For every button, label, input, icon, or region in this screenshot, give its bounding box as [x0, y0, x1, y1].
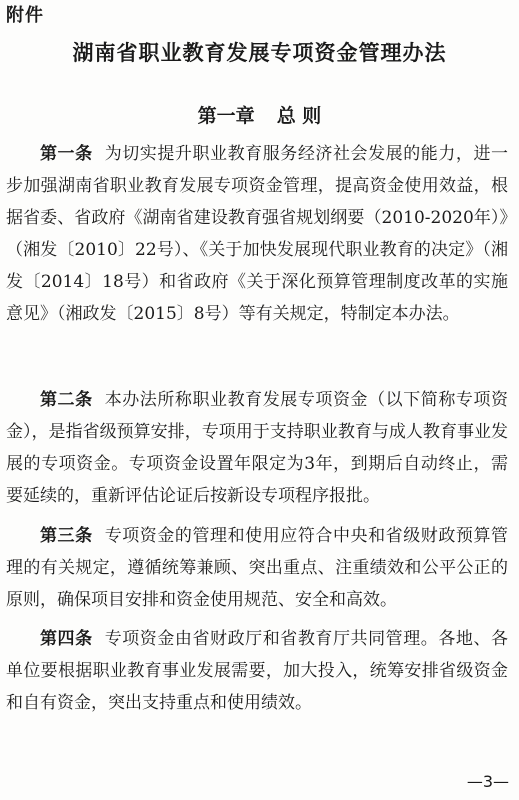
page-number: —3—	[466, 772, 509, 791]
article-4-label: 第四条	[40, 629, 93, 649]
article-1-text: 为切实提升职业教育服务经济社会发展的能力，进一步加强湖南省职业教育发展专项资金管理，提高资金使用效益，根据省委、省政府《湖南省建设教育强省规划纲要（2010-2020年）》（湘发〔2010〕22号）、《关于加快发展现代职业教育的决定》（湘发〔2014〕18号）和省政府《关于深化预算管理制度改革的实施意见》（湘政发〔2015〕8号）等有关规定，特制定本办法。	[6, 144, 509, 324]
article-4-text: 专项资金由省财政厅和省教育厅共同管理。各地、各单位要根据职业教育事业发展需要，加大投入，统筹安排省级资金和自有资金，突出支持重点和使用绩效。	[6, 629, 509, 713]
article-2	[6, 384, 508, 512]
article-1	[6, 138, 508, 330]
article-3-label: 第三条	[40, 526, 93, 546]
article-1-label: 第一条	[40, 144, 93, 164]
chapter-title: 总 则	[276, 105, 322, 127]
attachment-label: 附件	[6, 5, 44, 26]
article-3	[6, 520, 508, 616]
article-4	[6, 623, 508, 719]
chapter-number: 第一章	[197, 105, 255, 127]
chapter-heading	[0, 102, 519, 130]
article-2-label: 第二条	[40, 390, 93, 410]
article-3-text: 专项资金的管理和使用应符合中央和省级财政预算管理的有关规定，遵循统筹兼顾、突出重点、注重绩效和公平公正的原则，确保项目安排和资金使用规范、安全和高效。	[6, 526, 509, 610]
article-2-text: 本办法所称职业教育发展专项资金（以下简称专项资金），是指省级预算安排，专项用于支持职业教育与成人教育事业发展的专项资金。专项资金设置年限定为3年，到期后自动终止，需要延续的，重新评估论证后按新设专项程序报批。	[6, 390, 509, 506]
document-title: 湖南省职业教育发展专项资金管理办法	[72, 41, 447, 65]
